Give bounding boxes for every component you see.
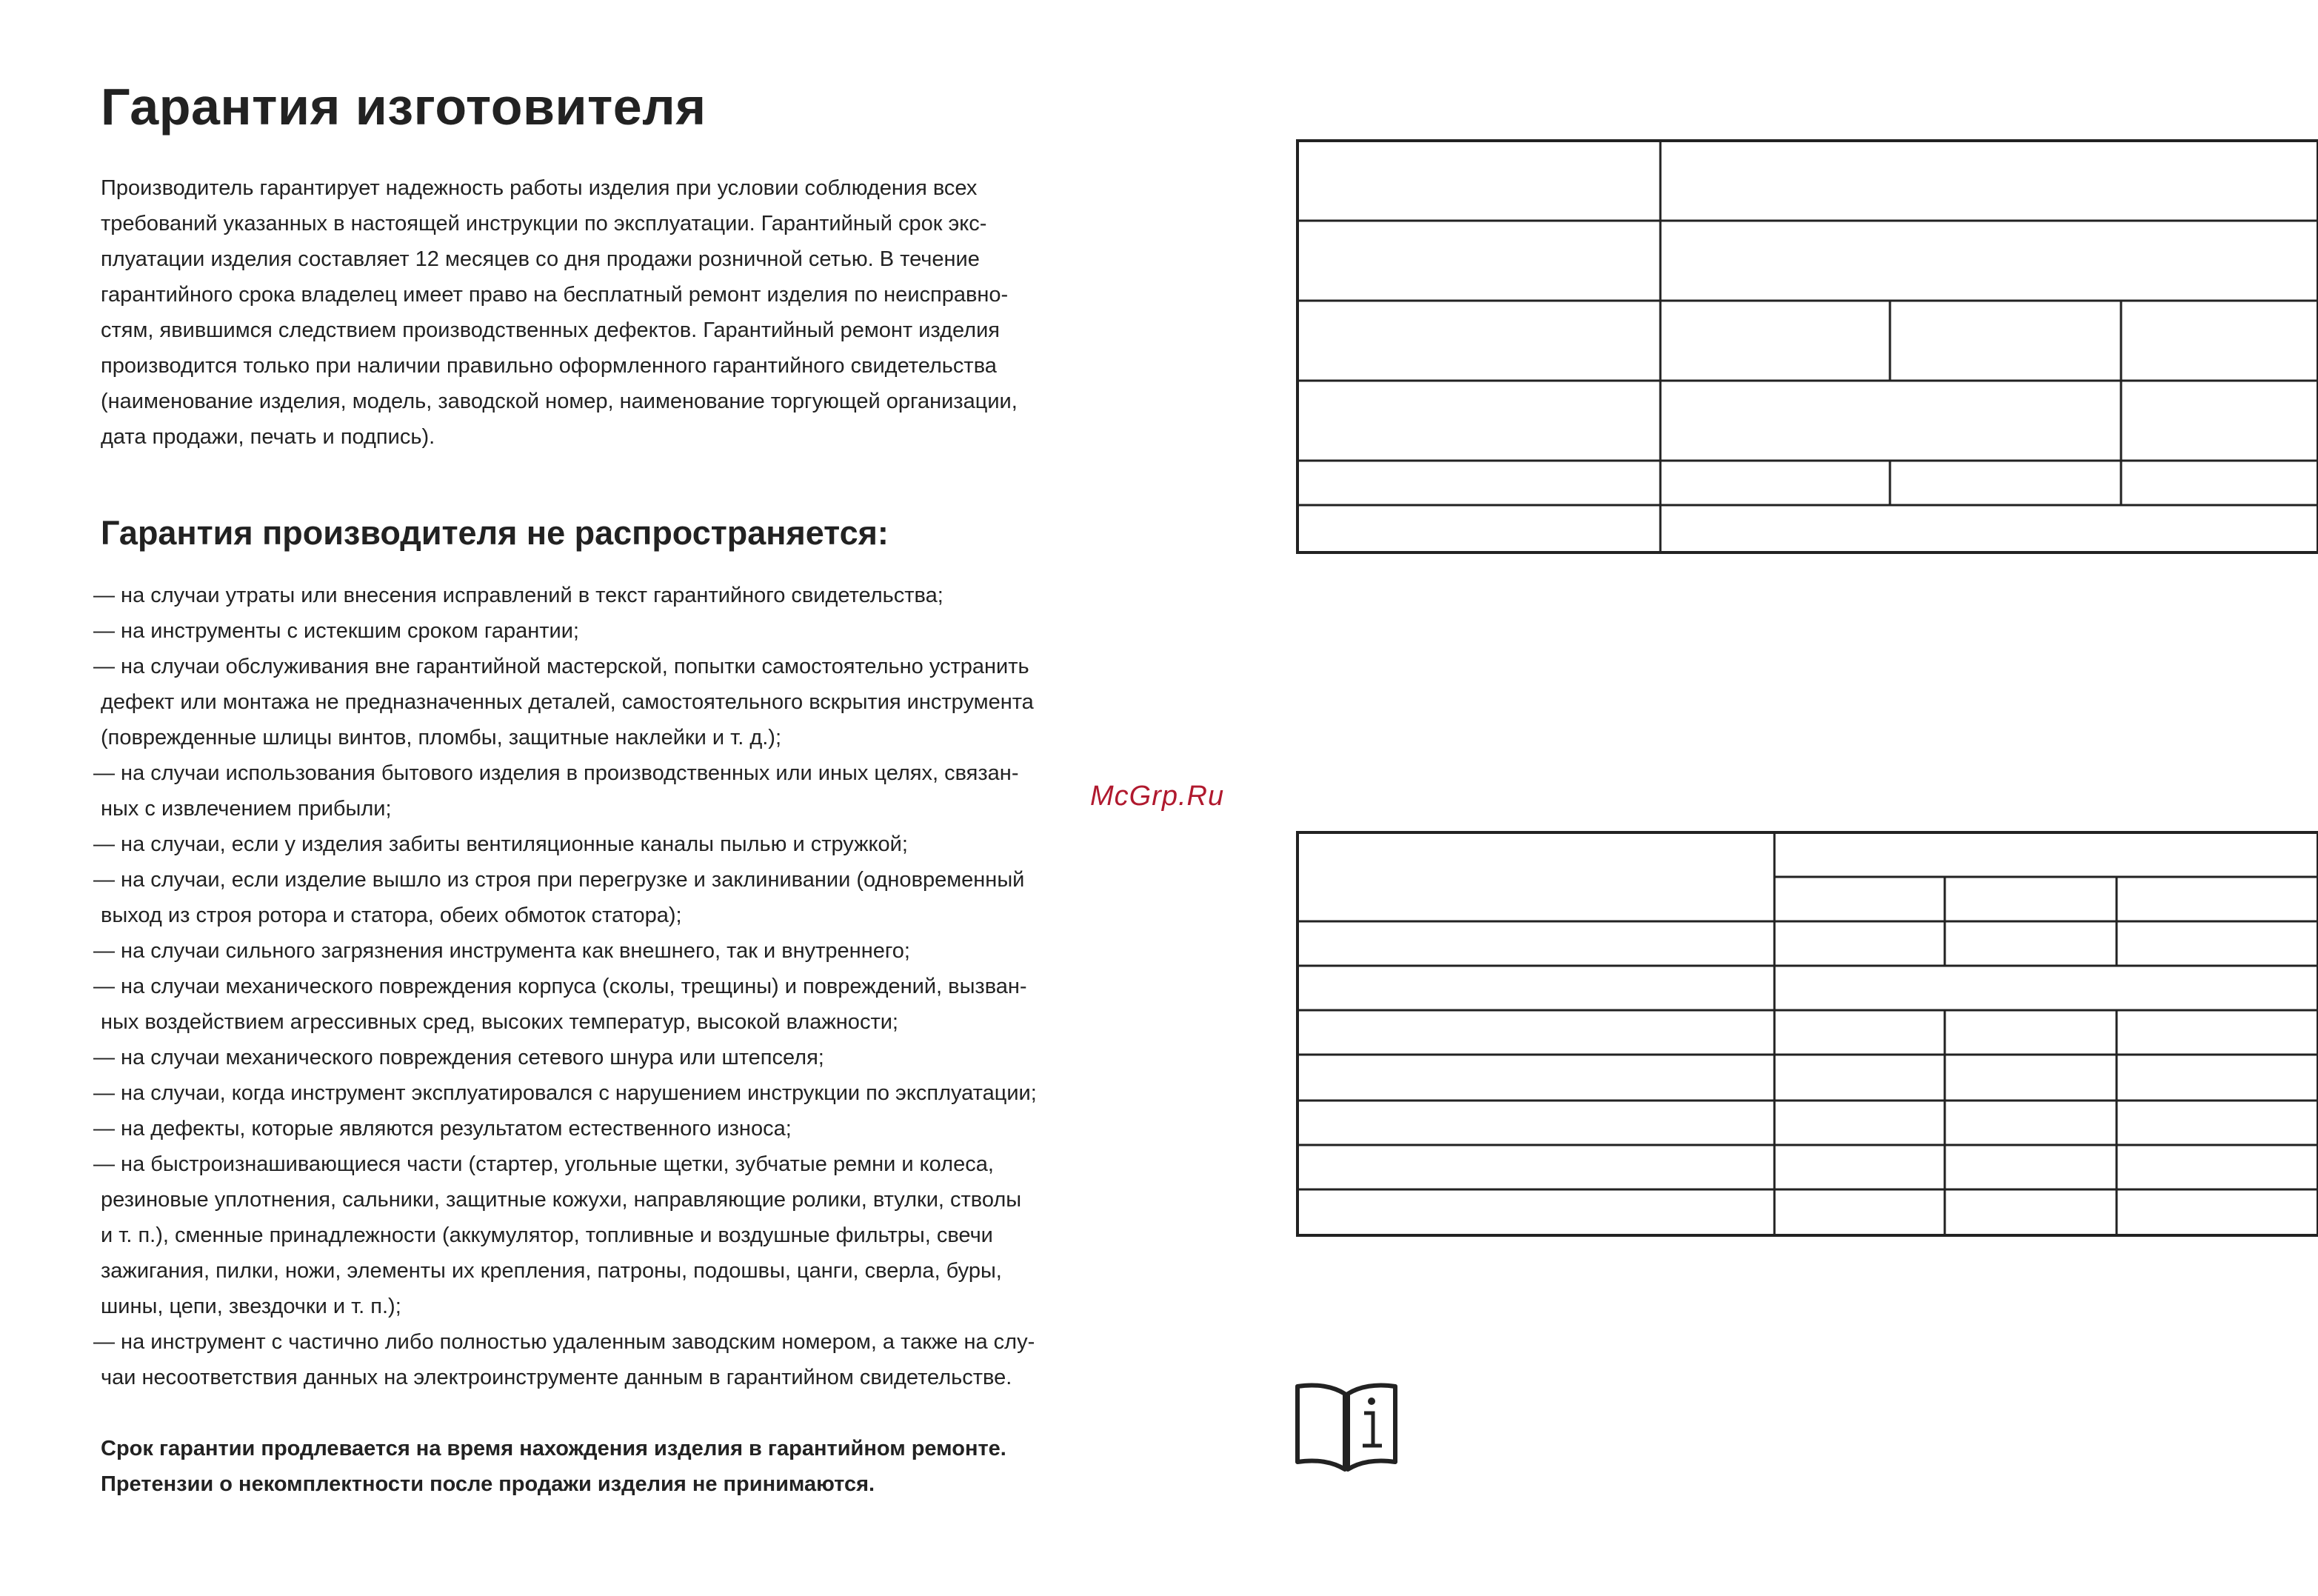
list-item-line: выход из строя ротора и статора, обеих обмоток статора); — [101, 904, 682, 927]
list-item — [93, 649, 1160, 755]
list-item — [93, 1075, 1160, 1111]
table-border — [1297, 141, 2318, 552]
intro-line: стям, явившимся следствием производственных дефектов. Гарантийный ремонт изделия — [101, 318, 1001, 342]
list-item-line: (поврежденные шлицы винтов, пломбы, защитные наклейки и т. д.); — [101, 726, 782, 749]
repair-record-table — [1296, 831, 2318, 1237]
list-item — [93, 1324, 1160, 1395]
list-item-line: дефект или монтажа не предназначенных деталей, самостоятельного вскрытия инструмента — [101, 690, 1034, 714]
list-item-line: ных с извлечением прибыли; — [101, 797, 392, 821]
list-item-line: — на случаи механического повреждения сетевого шнура или штепселя; — [93, 1046, 824, 1069]
list-item-line: ных воздействием агрессивных сред, высоких температур, высокой влажности; — [101, 1010, 898, 1034]
list-item — [93, 827, 1160, 862]
list-item — [93, 1146, 1160, 1324]
exclusions-title: Гарантия производителя не распространяется: — [101, 514, 889, 552]
exclusions-list — [93, 578, 1160, 1395]
list-item-line: резиновые уплотнения, сальники, защитные кожухи, направляющие ролики, втулки, стволы — [101, 1188, 1022, 1212]
list-item-line: зажигания, пилки, ножи, элементы их крепления, патроны, подошвы, цанги, сверла, буры, — [101, 1259, 1002, 1283]
list-item-line: шины, цепи, звездочки и т. п.); — [101, 1295, 401, 1318]
intro-line: дата продажи, печать и подпись). — [101, 425, 435, 449]
intro-line: производится только при наличии правильно оформленного гарантийного свидетельства — [101, 354, 997, 378]
list-item-line: чаи несоответствия данных на электроинструменте данным в гарантийном свидетельстве. — [101, 1366, 1012, 1389]
list-item — [93, 613, 1160, 649]
list-item-line: и т. п.), сменные принадлежности (аккумулятор, топливные и воздушные фильтры, свечи — [101, 1223, 993, 1247]
list-item — [93, 862, 1160, 933]
list-item — [93, 933, 1160, 969]
list-item — [93, 969, 1160, 1040]
list-item-line: — на случаи обслуживания вне гарантийной мастерской, попытки самостоятельно устранить — [93, 655, 1029, 678]
warranty-footer-note — [101, 1431, 1006, 1502]
table-border — [1297, 832, 2318, 1235]
list-item — [93, 578, 1160, 613]
list-item-line: — на случаи механического повреждения корпуса (сколы, трещины) и повреждений, вызван- — [93, 975, 1027, 998]
intro-line: Производитель гарантирует надежность работы изделия при условии соблюдения всех — [101, 176, 978, 200]
warranty-form-table — [1296, 139, 2318, 554]
intro-line: (наименование изделия, модель, заводской номер, наименование торгующей организации, — [101, 390, 1018, 413]
list-item-line: — на инструмент с частично либо полностью удаленным заводским номером, а также на слу- — [93, 1330, 1035, 1354]
page-title: Гарантия изготовителя — [101, 78, 707, 136]
list-item-line: — на быстроизнашивающиеся части (стартер, угольные щетки, зубчатые ремни и колеса, — [93, 1152, 994, 1176]
list-item-line: — на случаи использования бытового изделия в производственных или иных целях, связан- — [93, 761, 1019, 785]
intro-line: требований указанных в настоящей инструкции по эксплуатации. Гарантийный срок экс- — [101, 212, 987, 236]
list-item — [93, 755, 1160, 827]
list-item-line: — на инструменты с истекшим сроком гарантии; — [93, 619, 579, 643]
list-item-line: — на дефекты, которые являются результатом естественного износа; — [93, 1117, 792, 1141]
open-book-info-icon — [1295, 1382, 1398, 1474]
footer-line: Претензии о некомплектности после продажи изделия не принимаются. — [101, 1472, 875, 1496]
list-item-line: — на случаи, когда инструмент эксплуатировался с нарушением инструкции по эксплуатации; — [93, 1081, 1037, 1105]
list-item-line: — на случаи сильного загрязнения инструмента как внешнего, так и внутреннего; — [93, 939, 910, 963]
list-item-line: — на случаи, если изделие вышло из строя при перегрузке и заклинивании (одновременный — [93, 868, 1025, 892]
list-item — [93, 1040, 1160, 1075]
intro-line: гарантийного срока владелец имеет право на бесплатный ремонт изделия по неисправно- — [101, 283, 1009, 307]
intro-line: плуатации изделия составляет 12 месяцев со дня продажи розничной сетью. В течение — [101, 247, 980, 271]
list-item-line: — на случаи, если у изделия забиты вентиляционные каналы пылью и стружкой; — [93, 832, 908, 856]
intro-paragraph — [101, 170, 1152, 455]
list-item — [93, 1111, 1160, 1146]
list-item-line: — на случаи утраты или внесения исправлений в текст гарантийного свидетельства; — [93, 584, 943, 607]
footer-line: Срок гарантии продлевается на время нахождения изделия в гарантийном ремонте. — [101, 1437, 1006, 1460]
watermark: McGrp.Ru — [1090, 781, 1225, 812]
